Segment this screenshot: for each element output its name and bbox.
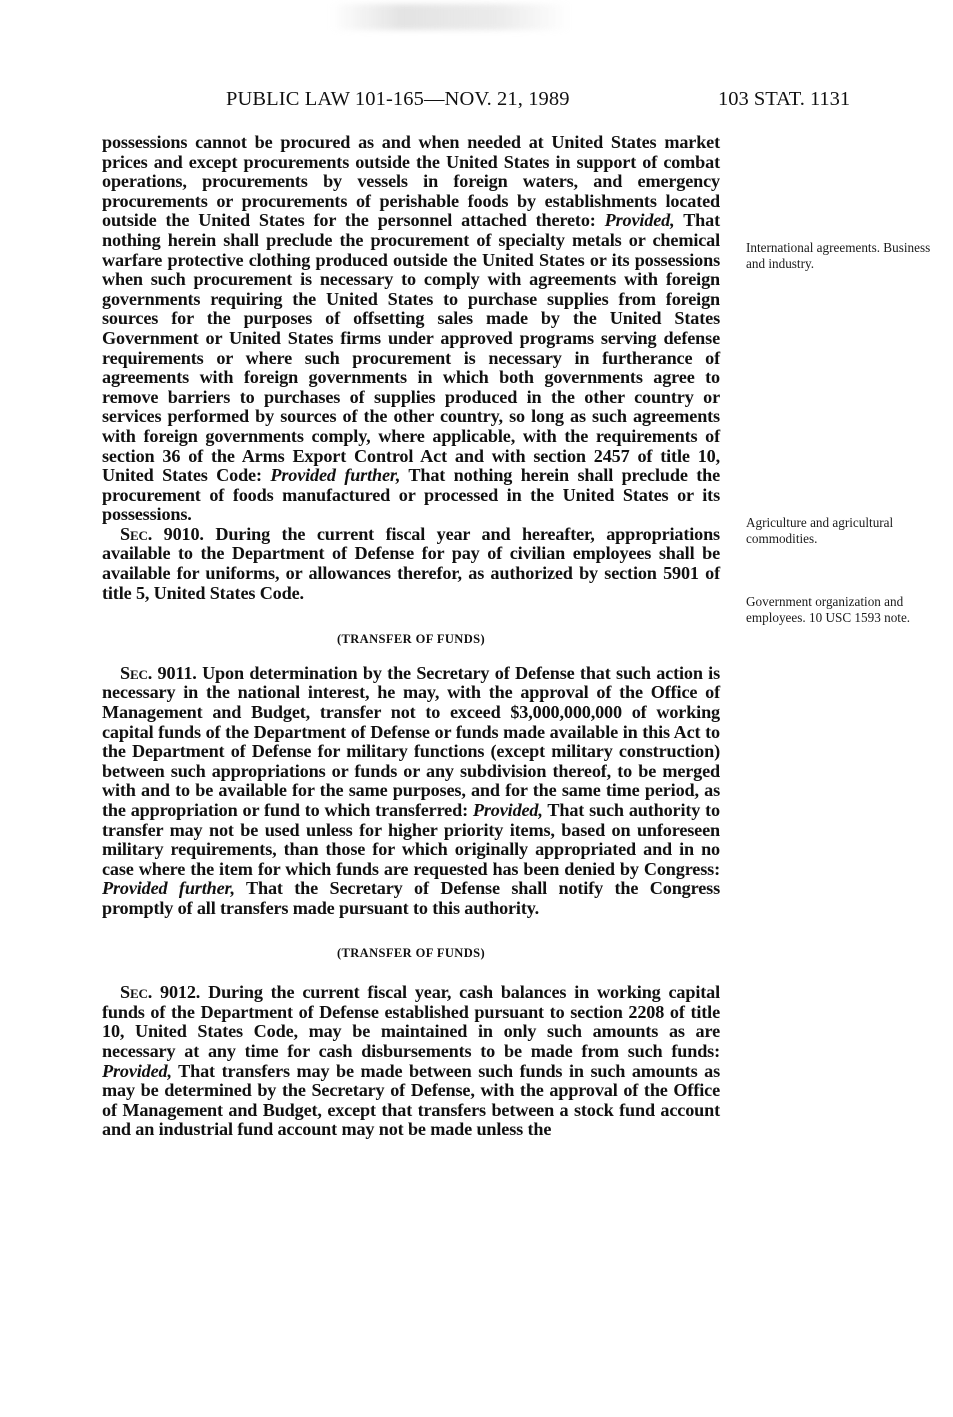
scan-artifact xyxy=(330,4,570,30)
paragraph-continuation: possessions cannot be procured as and when needed at United States market prices and except procurements outside the United States in support of combat operations, procurements by vessels in foreign waters, and emergency procurements or procurements of perishable foods by establishments located outside the United States for the personnel attached thereto: Provided, That nothing herein shall preclude the procurement of specialty metals or chemical warfare protective clothing produced outside the United States or its possessions when such procurement is necessary to comply with agreements with foreign governments requiring the United States to purchase supplies from foreign sources for the purposes of offsetting sales made by the United States Government or United States firms under approved programs serving defense requirements or where such procurement is necessary in furtherance of agreements with foreign governments in which both governments agree to remove barriers to purchases of supplies produced in the other country or services performed by sources of the other country, so long as such agreements with foreign governments comply, where applicable, with the requirements of section 36 of the Arms Export Control Act and with section 2457 of title 10, United States Code: Provided further, That nothing herein shall preclude the procurement of foods manufactured or processed in the United States or its possessions. xyxy=(102,132,721,525)
page-title: PUBLIC LAW 101-165—NOV. 21, 1989 xyxy=(226,88,570,110)
section-label: Sec. 9011. xyxy=(120,662,197,683)
margin-note-international: International agreements. Business and industry. xyxy=(746,240,931,271)
section-9012: Sec. 9012. During the current fiscal year, cash balances in working capital funds of the Department of Defense established pursuant to section 2208 of title 10, United States Code, may be maintained in only such amounts as are necessary at any time for cash disbursements to be made from such funds: Provided, That transfers may be made between such funds in such amounts as may be determined by the Secretary of Defense, with the approval of the Office of Management and Budget, except that transfers between a stock fund account and an industrial fund account may not be made unless the xyxy=(102,982,720,1140)
section-heading: (TRANSFER OF FUNDS) xyxy=(336,632,486,647)
body-text xyxy=(102,133,720,1140)
statute-page-number: 103 STAT. 1131 xyxy=(718,88,851,110)
section-9010: Sec. 9010. During the current fiscal year and hereafter, appropriations available to the Department of Defense for pay of civilian employees shall be available for uniforms, or allowances therefor, as authorized by section 5901 of title 5, United States Code. xyxy=(102,523,720,603)
section-label: Sec. 9012. xyxy=(120,982,201,1003)
section-heading: (TRANSFER OF FUNDS) xyxy=(336,945,486,960)
section-label: Sec. 9010. xyxy=(120,523,204,544)
margin-note-agriculture: Agriculture and agricultural commodities. xyxy=(746,515,894,546)
section-9011: Sec. 9011. Upon determination by the Secretary of Defense that such action is necessary in the national interest, he may, with the approval of the Office of Management and Budget, transfer not to exceed $3,000,000,000 of working capital funds of the Department of Defense or funds made available in this Act to the Department of Defense for military functions (except military construction) between such appropriations or funds or any subdivision thereof, to be merged with and to be available for the same purposes, and for the same time period, as the appropriation or fund to which transferred: Provided, That such authority to transfer may not be used unless for higher priority items, based on unforeseen military requirements, than those for which originally appropriated and in no case where the item for which funds are requested has been denied by Congress: Provided further, That the Secretary of Defense shall notify the Congress promptly of all transfers made pursuant to this authority. xyxy=(102,662,721,918)
margin-note-government: Government organization and employees. 10 USC 1593 note. xyxy=(746,594,911,625)
page-header xyxy=(0,88,953,118)
